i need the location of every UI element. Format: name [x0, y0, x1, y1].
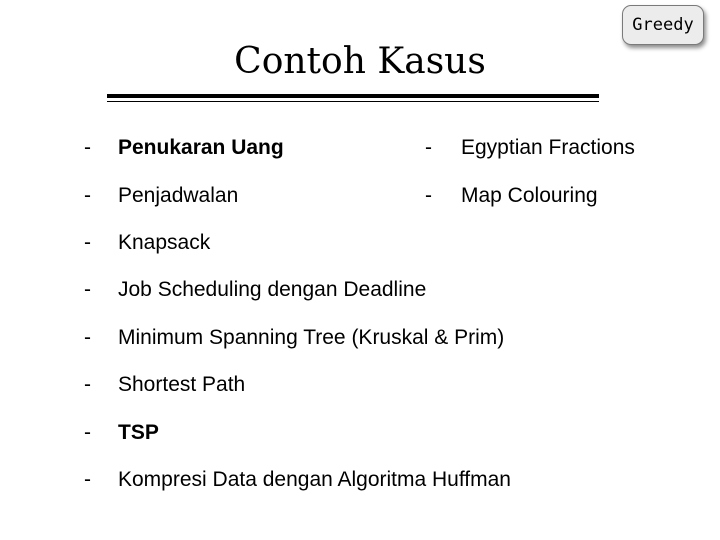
bullet-dash: -: [425, 184, 432, 207]
title-rule-thick: [107, 94, 599, 98]
bullet-dash: -: [84, 326, 91, 349]
list-item-label: Knapsack: [118, 231, 211, 254]
list-item-label: Penukaran Uang: [118, 136, 284, 159]
list-item-label: Egyptian Fractions: [461, 136, 635, 159]
list-item-label: Penjadwalan: [118, 184, 239, 207]
greedy-tag-text: Greedy: [632, 15, 694, 35]
list-item-label: TSP: [118, 421, 159, 444]
bullet-dash: -: [84, 278, 91, 301]
greedy-tag: [622, 5, 704, 45]
list-item-label: Shortest Path: [118, 373, 246, 396]
bullet-dash: -: [84, 421, 91, 444]
bullet-dash: -: [84, 184, 91, 207]
title-rule-thin: [107, 101, 599, 102]
slide-title: Contoh Kasus: [234, 41, 486, 82]
list-item-label: Kompresi Data dengan Algoritma Huffman: [118, 468, 511, 491]
list-item-label: Job Scheduling dengan Deadline: [118, 278, 427, 301]
bullet-dash: -: [84, 373, 91, 396]
list-item-label: Map Colouring: [461, 184, 598, 207]
bullet-dash: -: [84, 468, 91, 491]
bullet-dash: -: [84, 231, 91, 254]
list-item-label: Minimum Spanning Tree (Kruskal & Prim): [118, 326, 505, 349]
bullet-dash: -: [425, 136, 432, 159]
bullet-dash: -: [84, 136, 91, 159]
